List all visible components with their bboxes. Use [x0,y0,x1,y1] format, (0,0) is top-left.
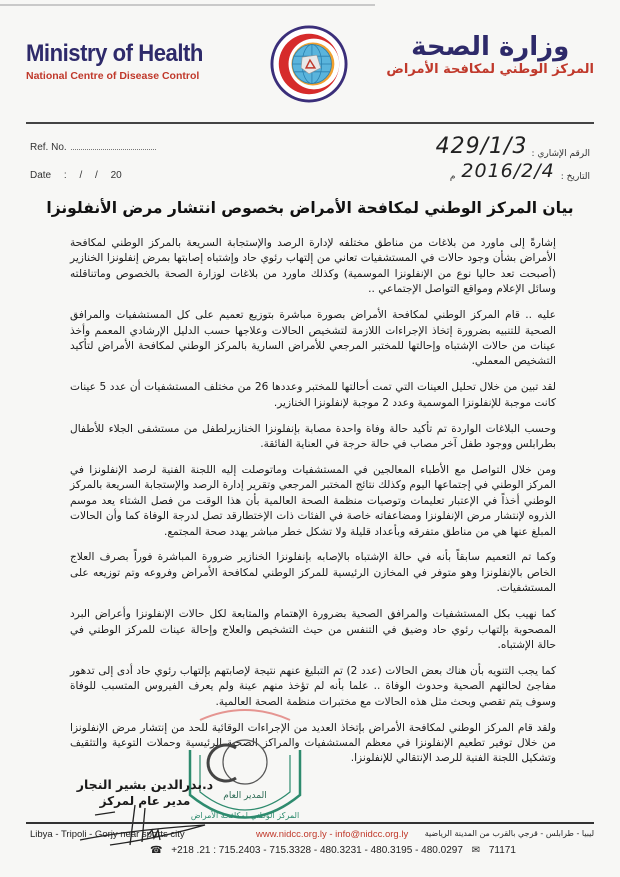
ministry-title-en: Ministry of Health [26,40,203,67]
ref-value-handwritten: 429/1/3 [435,134,528,159]
stamp-center-text: المدير العام [223,791,267,801]
ref-blank-line [71,149,156,150]
ref-label-ar: الرقم الإشاري : [531,149,590,159]
footer-po-box: 71171 [488,845,516,856]
document-body [70,236,556,777]
paragraph: وكما تم التعميم سابقاً بأنه في حالة الإشتباه بالإصابه بإنفلونزا الخنازير ضرورة المباشرة فوراً بصرف العلاج الخاص بالإنفلونزا وهو متوفر في المخازن الرئيسية للمركز الوطني لمكافحة الأمراض وفروعه وتم توزيعه على المستشفيات. [70,551,556,595]
centre-subtitle-en: National Centre of Disease Control [26,70,200,82]
footer-address-ar: ليبيا - طرابلس - قرجي بالقرب من المدينة الرياضية [424,829,594,838]
signatory-name: د.بدرالدين بشير النجار [76,777,214,792]
paragraph: إشارةً إلى ماورد من بلاغات من مناطق مختلفه لإدارة الرصد والإستجابة السريعة بالمركز الوطني لمكافحة الأمراض بشأن وجود حالات في المستشفيات تعاني من إلتهاب رئوي حاد وإشتباه إصابتها بمرض إنفلونزا الخنازير (أصبحت تعد حاليا نوع من الإنفلونزا الموسمية) وكذلك ماورد من بلاغات لوزارة الصحة بالخصوص وماتناقلته وسائل الإعلام ومواقع التواصل الإجتماعي .. [70,237,556,296]
centre-subtitle-ar: المركز الوطني لمكافحة الأمراض [386,62,594,77]
footer-address-en: Libya - Tripoli - Gorjy near sports city [30,829,185,840]
date-en: Date : / / 20 [30,170,122,181]
date-label-ar: التاريخ : [560,172,590,182]
footer-rule [26,822,594,824]
ncdc-logo-icon [270,25,348,103]
ref-number-ar [436,134,590,159]
date-value-handwritten: 2016/2/4 [461,160,555,182]
footer-address-line [26,829,594,843]
footer-contact-line [150,845,522,856]
mailbox-icon: ✉ [471,845,481,856]
paragraph: وحسب البلاغات الواردة تم تأكيد حالة وفاة واحدة مصابة بإنفلونزا الخنازيرلطفل من مستشفى الجلاء للأطفال بطرابلس ووجود طفل آخر مصاب في حالة حرجة في العناية الفائقة. [70,422,556,450]
paragraph: كما يجب التنويه بأن هناك بعض الحالات (عدد 2) تم التبليغ عنهم نتيجة لإصابتهم بإلتهاب رئوي حاد أدى إلى تدهور مفاجئ لحالتهم الصحية وحدوث الوفاة .. علما بأنه لم تؤخذ منهم عينة ولم يعرف الفيروس المتسبب للوفاة وسوف يتم تقصي وبحث مثل هذه الحالات مع مختبرات منظمة الصحة العالمية. [70,664,556,708]
paragraph: لقد تبين من خلال تحليل العينات التي تمت أحالتها للمختبر وعددها 26 من مختلف المستشفيات أن عدد 5 عينات كانت موجبة للإنفلونزا الموسمية وعدد 2 موجبة لإنفلونزا الخنازير. [70,381,556,409]
document-title: بيان المركز الوطني لمكافحة الأمراض بخصوص انتشار مرض الأنفلونزا [46,199,574,217]
ref-number-en [30,142,156,153]
ref-label-en: Ref. No. [30,142,67,153]
ministry-title-ar: وزارة الصحة [411,32,570,62]
paragraph: ومن خلال التواصل مع الأطباء المعالجين في المستشفيات وماتوصلت إليه اللجنة الفنية لرصد الإنفلونزا في المركز الوطني في إجتماعها اليوم وكذلك نتائج المختبر المرجعي وتقرير إدارة الرصد والإستجابة السريعة بالمركز الوطني أخذاً في الإعتبار تعليمات وتوصيات منظمة الصحة العالمية بأن هذا الوقت من فصل الشتاء يعد موسم الذروه لإنتشار مرض الإنفلونزا ومضاعفاته خاصة في الفئات ذات الإختطارقد تصل لدرجة الوفاة كما وأن الحالات المبلغ عنها هي من مناطق متفرقه وبأعداد قليلة ولا تشكل خطر مباشر يهدد صحة المجتمع. [70,463,556,538]
arabic-letterhead [386,32,594,77]
date-suffix-ar: م [449,172,456,182]
phone-icon: ☎ [150,845,163,856]
paragraph: كما نهيب بكل المستشفيات والمرافق الصحية بضرورة الإهتمام والمتابعة لكل حالات الإنفلونزا وأعراض البرد المصحوبة بإلتهاب رئوي حاد وضيق في التنفس من حيث التشخيص والعلاج وإحالة عينات للمركز الوطني في حالة الإشتباه. [70,608,556,651]
footer-website-email[interactable]: www.nidcc.org.ly - info@nidcc.org.ly [256,829,409,840]
top-edge-line [0,4,375,6]
english-letterhead [26,40,218,82]
date-ar [450,160,590,182]
signatory-role: مدير عام لمركز [99,794,191,808]
paragraph: ولقد قام المركز الوطني لمكافحة الأمراض بإتخاذ العديد من الإجراءات الوقائية للحد من إنتشار مرض الإنفلونزا من خلال توفير تطعيم الإنفلونزا في معظم المستشفيات والمراكز الصحية الرئيسية وحملات التوعية والتثقيف وتشكيل اللجنة الفنية للرصد الإنتقالي للإنفلونزا. [70,721,556,765]
footer-phones: +218 .21 : 715.2403 - 715.3328 - 480.3231 - 480.3195 - 480.0297 [171,845,463,856]
paragraph: عليه .. قام المركز الوطني لمكافحة الأمراض بصورة مباشرة بتوزيع تعميم على كل المستشفيات والمرافق الصحية للتنبيه بضرورة إتخاذ الإجراءات اللازمة لتشخيص الحالات وعلاجها حسب الدليل الإرشادي المعمم وأخذ عينات من حالات الإشتباه وإحالتها للمختبر المرجعي للأمراض السارية بالمركز الوطني لمكافحة الأمراض لتأكيد التشخيص المعملي. [70,309,556,368]
header-rule [26,122,594,124]
stamp-ring-text: المركز الوطني لمكافحة الأمراض [190,811,300,820]
